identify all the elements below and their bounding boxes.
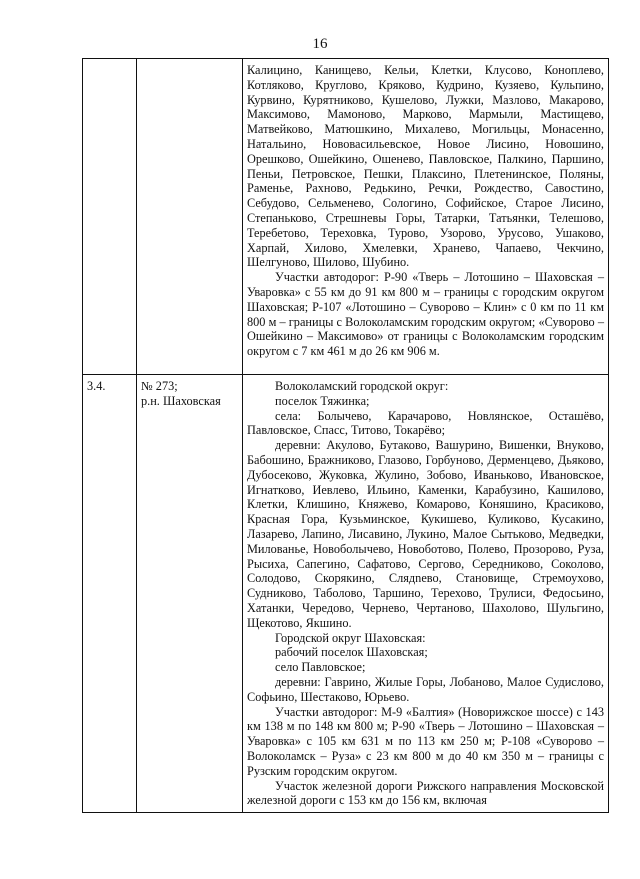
railway-text: Участок железной дороги Рижского направления Московской железной дороги с 153 км до 156 км, включая [247, 778, 604, 808]
hamlets-list: деревни: Акулово, Бутаково, Вашурино, Вишенки, Внуково, Бабошино, Бражниково, Глазово, Горбуново, Дерменцево, Дьяково, Дубосеково, Жуковка, Жулино, Зобово, Иваньково, Ивановское, Игнатково, Иевлево, Ильино, Каменки, Карабузино, Кашилово, Клетки, Клишино, Княжево, Комарово, Коняшино, Красиково, Красная Гора, Кузьминское, Кукишево, Куликово, Кусакино, Лазарево, Лапино, Лисавино, Лукино, Малое Сытьково, Медведки, Милованье, Новоболычево, Новоботово, Полево, Прозорово, Руза, Рысиха, Сапегино, Сафатово, Сергово, Середниково, Соколово, Солодово, Скорякино, Слядneво, Становище, Стремоухово, Судниково, Таболово, Таршино, Терехово, Трулиси, Федосьино, Хатанки, Чередово, Чернево, Чертаново, Шахолово, Шульгино, Щекотово, Якшино. [247, 438, 604, 630]
roads-text: Участки автодорог: Р-90 «Тверь – Лотошино – Шаховская – Уваровка» с 55 км до 91 км 800 м – границы с городским округом Шаховская; Р-107 «Лотошино – Суворово – Клин» с 0 км по 11 км 800 м – границы с Волоколамским городским округом; «Суворово – Ошейкино – Максимово» от границы с Волоколамским городским округом с 7 км 461 м до 26 км 906 м. [247, 270, 604, 359]
station-id-cell [137, 375, 243, 813]
roads-text: Участки автодорог: М-9 «Балтия» (Новорижское шоссе) с 143 км 138 м по 148 км 800 м; Р-90 «Тверь – Лотошино – Шаховская – Уваровка» с 105 км 631 м по 113 км 250 м; Р-108 «Суворово – Волоколамск – Руза» с 23 км 800 м до 40 км 350 м – границы с Рузским городским округом. [247, 704, 604, 778]
table-row [83, 59, 609, 375]
row-number-cell: 3.4. [83, 375, 137, 813]
villages-line: село Павловское; [275, 660, 366, 675]
district-heading: Волоколамский городской округ: [275, 379, 449, 393]
row-number-cell [83, 59, 137, 375]
settlement-line: рабочий поселок Шаховская; [275, 645, 428, 660]
station-location: р.н. Шаховская [141, 393, 221, 408]
page-number: 16 [312, 36, 328, 52]
table-row [83, 375, 609, 813]
district-heading: Городской округ Шаховская: [275, 630, 426, 645]
territory-description-cell [243, 59, 609, 375]
settlement-list-text: Калицино, Канищево, Кельи, Клетки, Клусово, Коноплево, Котляково, Круглово, Кряково, Кудрино, Кузяево, Кульпино, Курвино, Курятниково, Кушелово, Лужки, Мазлово, Макарово, Максимово, Мамоново, Марково, Мармыли, Мастищево, Матвейково, Матюшкино, Михалево, Могильцы, Монасенно, Натальино, Нововасильевское, Новое Лисино, Новошино, Орешково, Ошейкино, Ошенево, Павловское, Палкино, Паршино, Пеньи, Петровское, Пешки, Плаксино, Плетенинское, Поляны, Раменье, Рахново, Редькино, Речки, Рождество, Савостино, Себудово, Сельменево, Сологино, Софийское, Старое Лисино, Степаньково, Стрешневы Горы, Татарки, Татьянки, Телешово, Теребетово, Тереховка, Турово, Узорово, Урусово, Ушаково, Харпай, Хилово, Хмелевки, Хранево, Чапаево, Чекчино, Шелгуново, Шилово, Шубино. [247, 63, 604, 270]
hamlets-list: деревни: Гаврино, Жилые Горы, Лобаново, Малое Судислово, Софьино, Шестаково, Юрьево. [247, 674, 604, 704]
villages-line: села: Болычево, Карачарово, Новлянское, Осташёво, Павловское, Спасс, Титово, Токарёво; [247, 408, 604, 438]
territory-table [82, 58, 609, 813]
territory-description-cell [243, 375, 609, 813]
settlement-line: поселок Тяжинка; [275, 393, 370, 408]
station-id-cell [137, 59, 243, 375]
station-number: № 273; [141, 379, 178, 393]
